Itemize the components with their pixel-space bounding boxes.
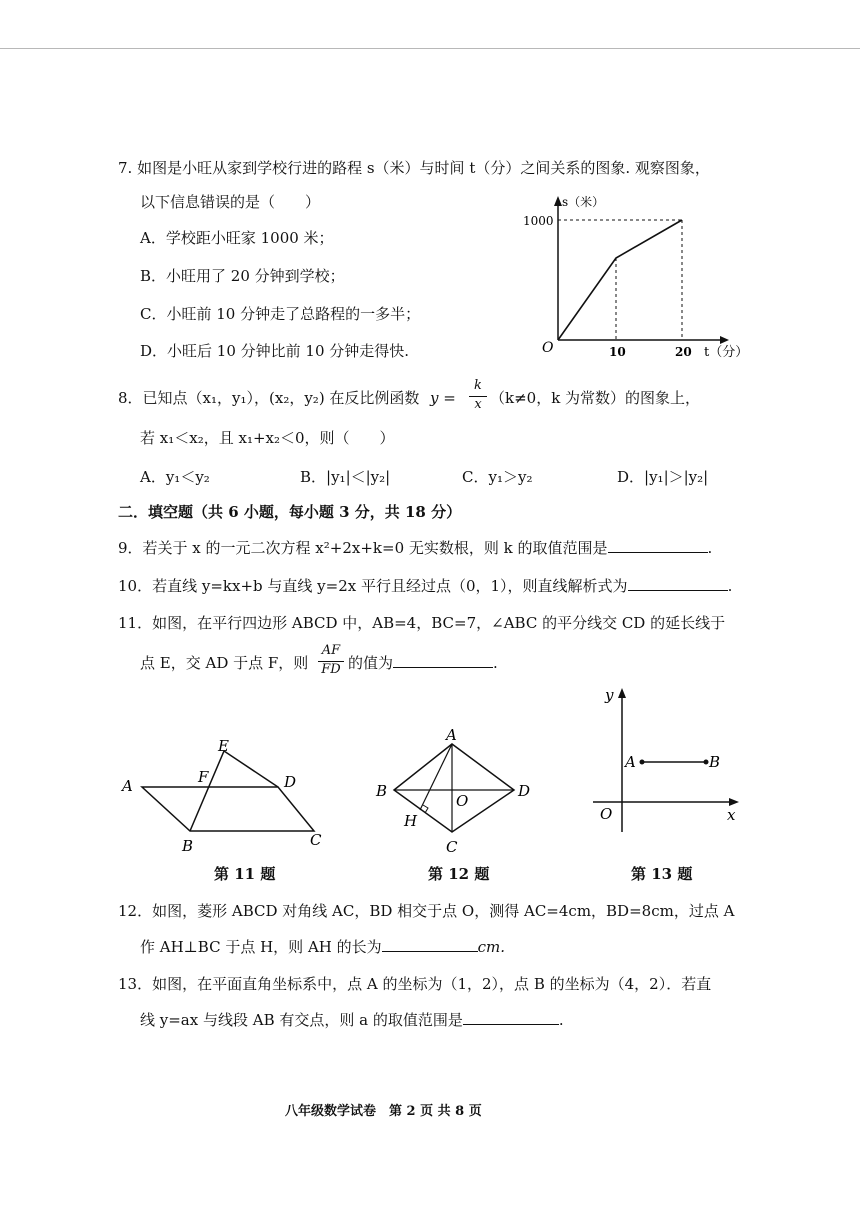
- q8-option-c: C．y₁＞y₂: [462, 468, 533, 486]
- q8-func-y: y =: [430, 389, 456, 407]
- f11-label-d: D: [284, 773, 297, 791]
- q8-stem-line1b: （k≠0，k 为常数）的图象上，: [490, 389, 701, 407]
- q10-answer-blank[interactable]: [628, 576, 728, 591]
- q11-answer-blank[interactable]: [393, 653, 493, 668]
- q8-option-a: A．y₁＜y₂: [140, 468, 210, 486]
- figure-13-coordinate-plane: [585, 682, 755, 842]
- q9-answer-blank[interactable]: [608, 538, 708, 553]
- f11-label-f: F: [198, 768, 209, 786]
- q10-text: 10．若直线 y=kx+b 与直线 y=2x 平行且经过点（0，1），则直线解析式为 .: [118, 577, 733, 595]
- q12-line2: 作 AH⊥BC 于点 H，则 AH 的长为 cm.: [140, 938, 506, 956]
- f12-label-a: A: [446, 728, 457, 744]
- q7-option-d: D．小旺后 10 分钟比前 10 分钟走得快.: [140, 342, 410, 360]
- q13-answer-blank[interactable]: [463, 1010, 559, 1025]
- q7-x-20: 20: [675, 345, 692, 359]
- f13-label-b: B: [709, 753, 721, 771]
- q8-frac-num: k: [474, 378, 482, 393]
- q8-stem-line1a: 8．已知点（x₁，y₁），(x₂，y₂) 在反比例函数: [118, 389, 420, 407]
- q13-line2: 线 y=ax 与线段 AB 有交点，则 a 的取值范围是 .: [140, 1011, 564, 1029]
- f12-label-o: O: [456, 792, 469, 810]
- q7-option-c: C．小旺前 10 分钟走了总路程的一多半；: [140, 305, 421, 323]
- figure-12-caption: 第 12 题: [428, 865, 490, 883]
- q11-frac-num: AF: [321, 643, 341, 658]
- f11-bisector-be: [190, 751, 224, 831]
- f13-label-y: y: [605, 686, 614, 704]
- f12-label-b: B: [376, 782, 388, 800]
- q7-stem-line2: 以下信息错误的是（ ）: [140, 193, 321, 211]
- f12-label-d: D: [518, 782, 531, 800]
- section-2-heading: 二．填空题（共 6 小题，每小题 3 分，共 18 分）: [118, 503, 462, 521]
- q7-option-a: A．学校距小旺家 1000 米；: [140, 229, 334, 247]
- f13-label-o: O: [600, 805, 613, 823]
- f11-label-a: A: [122, 777, 133, 795]
- q12-answer-blank[interactable]: [382, 937, 478, 952]
- f12-label-c: C: [446, 838, 458, 856]
- f11-label-c: C: [310, 831, 322, 849]
- f13-x-axis-arrow: [729, 798, 739, 806]
- q11-line2b: 的值为 .: [348, 654, 498, 672]
- q7-xlabel: t（分）: [704, 345, 749, 360]
- figure-11-parallelogram: [118, 735, 338, 860]
- q13-line1: 13．如图，在平面直角坐标系中，点 A 的坐标为（1，2），点 B 的坐标为（4，2）．若直: [118, 975, 712, 993]
- q7-t-axis-arrow: [720, 336, 729, 344]
- f13-point-b: [704, 760, 709, 765]
- q8-frac-den: x: [474, 397, 482, 412]
- figure-11-caption: 第 11 题: [214, 865, 276, 883]
- q7-path-line: [558, 220, 682, 340]
- q7-option-b: B．小旺用了 20 分钟到学校；: [140, 267, 345, 285]
- scan-top-edge: [0, 48, 860, 49]
- q11-line1: 11．如图，在平行四边形 ABCD 中，AB=4，BC=7，∠ABC 的平分线交 CD 的延长线于: [118, 614, 726, 632]
- f13-label-a: A: [625, 753, 636, 771]
- f13-y-axis-arrow: [618, 688, 626, 698]
- f11-label-e: E: [218, 737, 229, 755]
- q8-stem-line2: 若 x₁＜x₂，且 x₁+x₂＜0，则（ ）: [140, 429, 395, 447]
- q7-x-10: 10: [609, 345, 626, 359]
- f13-label-x: x: [727, 806, 736, 824]
- q7-distance-time-graph: [520, 190, 760, 370]
- q11-frac-den: FD: [321, 662, 341, 677]
- figure-12-rhombus: [368, 728, 548, 858]
- q7-origin: O: [542, 340, 554, 356]
- f12-altitude-ah: [420, 744, 452, 810]
- q7-y-1000: 1000: [523, 214, 554, 228]
- f12-label-h: H: [404, 812, 418, 830]
- q8-option-b: B．|y₁|＜|y₂|: [300, 468, 391, 486]
- q7-s-axis-arrow: [554, 196, 562, 206]
- f11-label-b: B: [182, 837, 194, 855]
- figure-13-caption: 第 13 题: [631, 865, 693, 883]
- f11-extension-de: [224, 751, 278, 787]
- q8-option-d: D．|y₁|＞|y₂|: [617, 468, 709, 486]
- f13-point-a: [640, 760, 645, 765]
- q7-stem-line1: 7. 如图是小旺从家到学校行进的路程 s（米）与时间 t（分）之间关系的图象. 观察图象，: [118, 159, 710, 177]
- q11-line2a: 点 E，交 AD 于点 F，则: [140, 654, 309, 672]
- f11-parallelogram-abcd: [142, 787, 314, 831]
- q7-ylabel: s（米）: [562, 195, 605, 209]
- q12-line1: 12．如图，菱形 ABCD 对角线 AC，BD 相交于点 O，测得 AC=4cm，BD=8cm，过点 A: [118, 902, 735, 920]
- page-footer: 八年级数学试卷 第 2 页 共 8 页: [285, 1104, 482, 1119]
- q9-text: 9．若关于 x 的一元二次方程 x²+2x+k=0 无实数根，则 k 的取值范围是 .: [118, 539, 713, 557]
